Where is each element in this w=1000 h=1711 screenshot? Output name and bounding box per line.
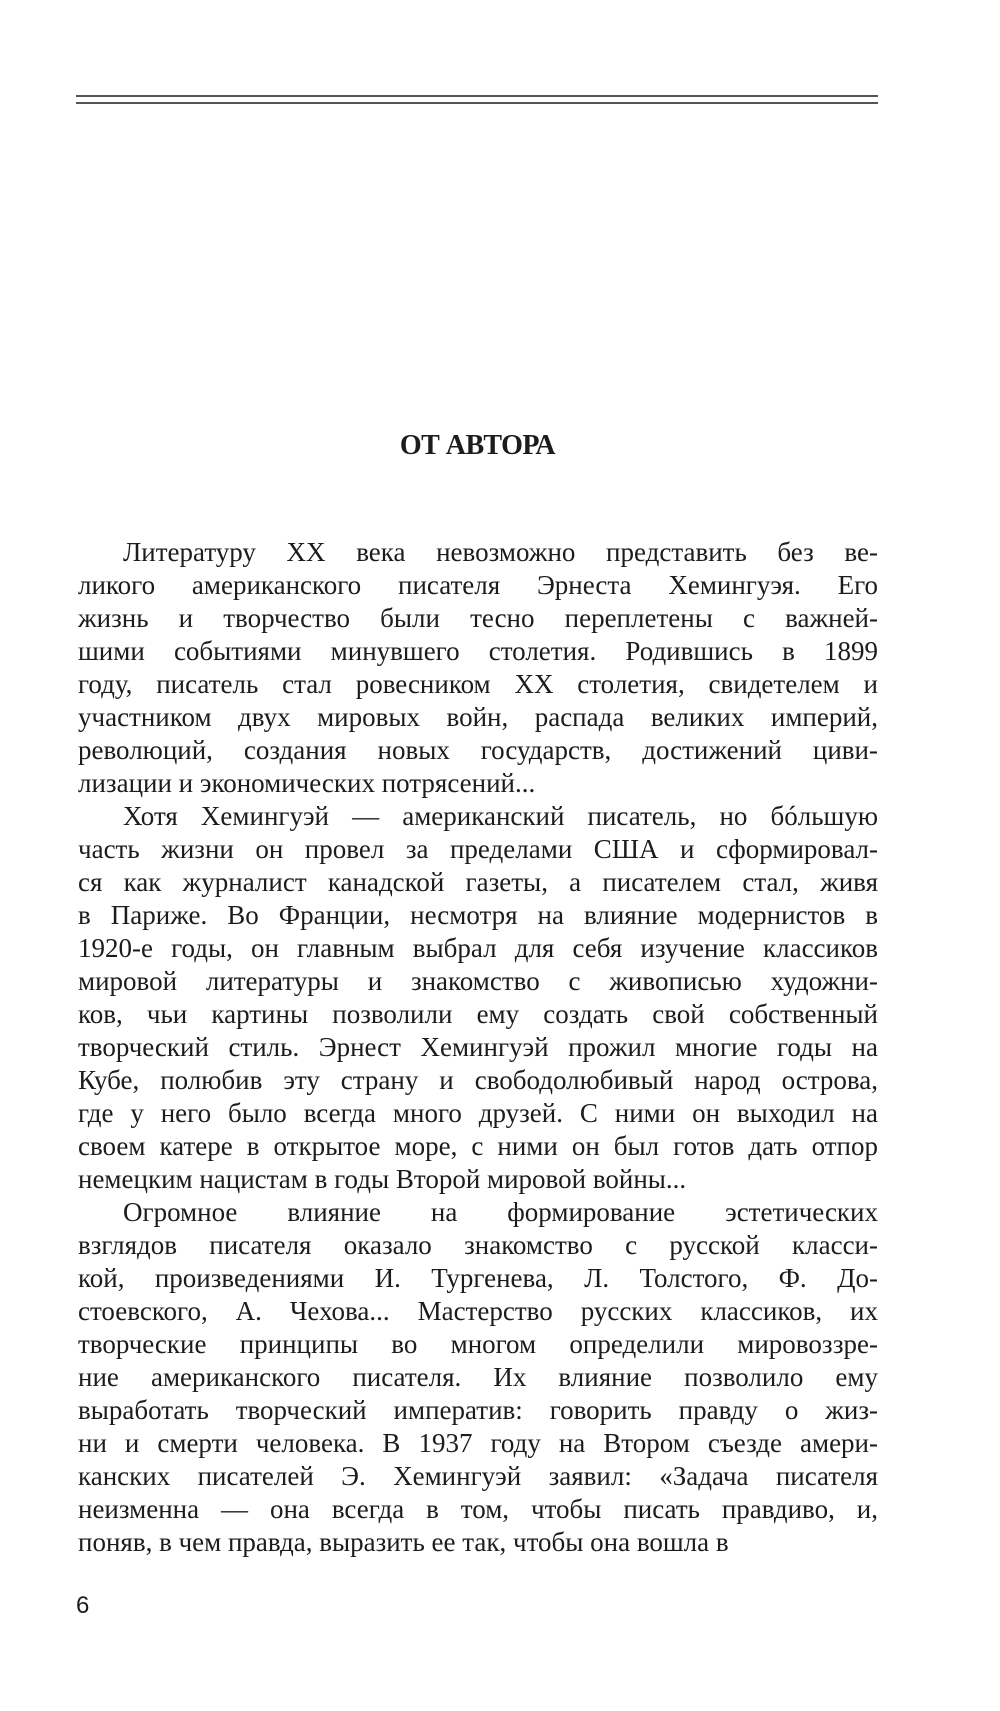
body-text xyxy=(78,536,878,1559)
text-line: кой, произведениями И. Тургенева, Л. Толстого, Ф. До- xyxy=(78,1263,878,1293)
text-line: поняв, в чем правда, выразить ее так, чтобы она вошла в xyxy=(78,1527,729,1557)
text-line: своем катере в открытое море, с ними он был готов дать отпор xyxy=(78,1131,878,1161)
text-line: лизации и экономических потрясений... xyxy=(78,768,536,798)
text-line: ся как журналист канадской газеты, а писателем стал, живя xyxy=(78,867,878,897)
text-line: революций, создания новых государств, достижений циви- xyxy=(78,735,878,765)
page-number: 6 xyxy=(76,1592,90,1619)
text-line: выработать творческий императив: говорить правду о жиз- xyxy=(78,1395,878,1425)
header-rule-bottom xyxy=(76,102,878,104)
text-line: стоевского, А. Чехова... Мастерство русских классиков, их xyxy=(78,1296,878,1326)
text-line: Литературу XX века невозможно представить без ве- xyxy=(123,537,878,567)
text-line: Огромное влияние на формирование эстетических xyxy=(123,1197,878,1227)
text-line: ние американского писателя. Их влияние позволило ему xyxy=(78,1362,878,1392)
text-line: мировой литературы и знакомство с живописью художни- xyxy=(78,966,878,996)
text-line: жизнь и творчество были тесно переплетены с важней- xyxy=(78,603,878,633)
text-line: немецким нацистам в годы Второй мировой войны... xyxy=(78,1164,687,1194)
text-line: часть жизни он провел за пределами США и сформировал- xyxy=(78,834,878,864)
text-line: творческие принципы во многом определили мировоззре- xyxy=(78,1329,878,1359)
chapter-heading: ОТ АВТОРА xyxy=(399,430,556,461)
text-line: взглядов писателя оказало знакомство с русской класси- xyxy=(78,1230,878,1260)
text-line: Кубе, полюбив эту страну и свободолюбивый народ острова, xyxy=(78,1065,878,1095)
text-line: Хотя Хемингуэй — американский писатель, но бóльшую xyxy=(123,801,878,831)
text-line: ни и смерти человека. В 1937 году на Втором съезде амери- xyxy=(78,1428,878,1458)
header-rule-top xyxy=(76,95,878,97)
text-line: где у него было всегда много друзей. С ними он выходил на xyxy=(78,1098,878,1128)
text-line: в Париже. Во Франции, несмотря на влияние модернистов в xyxy=(78,900,878,930)
text-line: творческий стиль. Эрнест Хемингуэй прожил многие годы на xyxy=(78,1032,878,1062)
text-line: канских писателей Э. Хемингуэй заявил: «Задача писателя xyxy=(78,1461,878,1491)
text-line: участником двух мировых войн, распада великих империй, xyxy=(78,702,878,732)
text-line: неизменна — она всегда в том, чтобы писать правдиво, и, xyxy=(78,1494,878,1524)
text-line: 1920-е годы, он главным выбрал для себя изучение классиков xyxy=(78,933,878,963)
text-line: году, писатель стал ровесником XX столетия, свидетелем и xyxy=(78,669,878,699)
text-line: ликого американского писателя Эрнеста Хемингуэя. Его xyxy=(78,570,878,600)
text-line: ков, чьи картины позволили ему создать свой собственный xyxy=(78,999,878,1029)
text-line: шими событиями минувшего столетия. Родившись в 1899 xyxy=(78,636,878,666)
